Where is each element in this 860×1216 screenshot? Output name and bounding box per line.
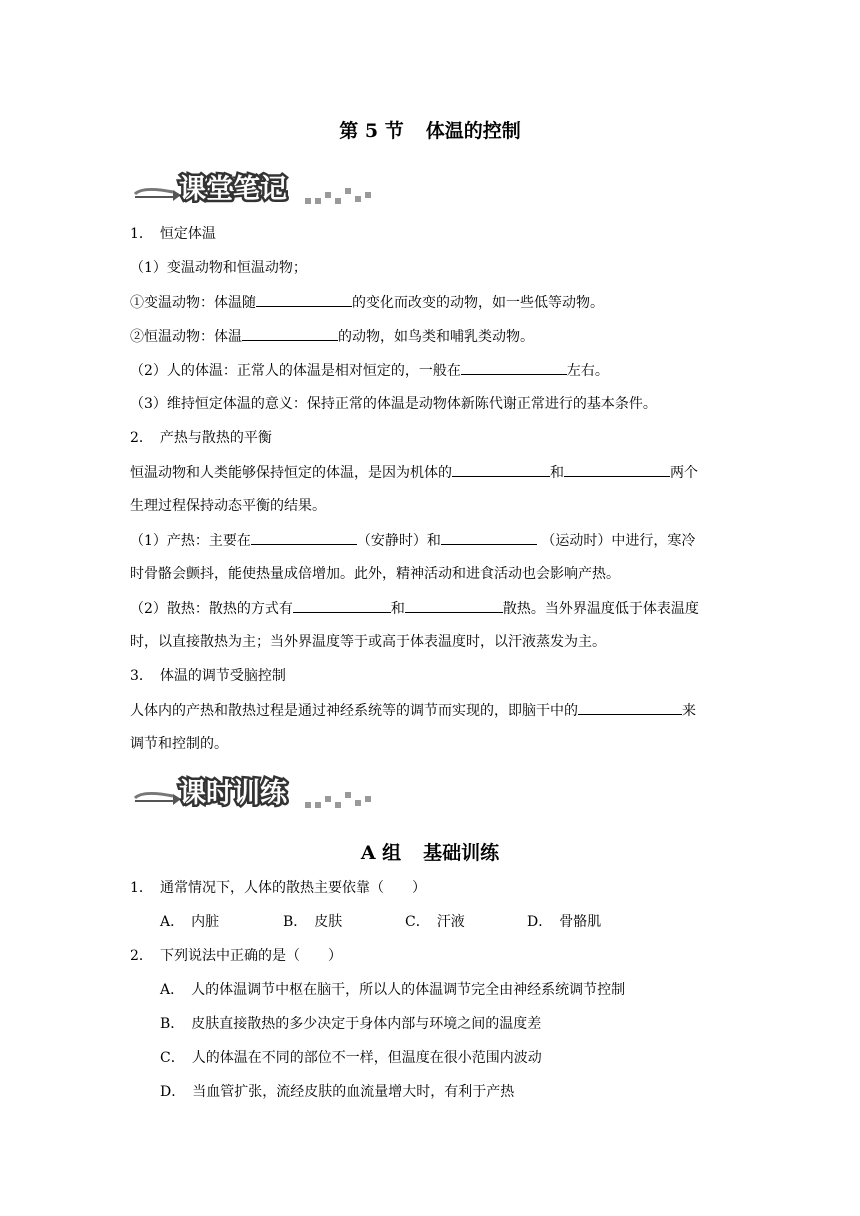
- option-a[interactable]: A． 人的体温调节中枢在脑干，所以人的体温调节完全由神经系统调节控制: [160, 982, 626, 998]
- option-b[interactable]: B． 皮肤: [283, 914, 343, 930]
- note-3-p: 人体内的产热和散热过程是通过神经系统等的调节而实现的，即脑干中的 来: [130, 700, 696, 721]
- answer-blank[interactable]: [242, 326, 338, 341]
- answer-blank[interactable]: [256, 292, 352, 307]
- note-2-2-cont: 时，以直接散热为主；当外界温度等于或高于体表温度时，以汗液蒸发为主。: [130, 634, 606, 650]
- banner-dots: [305, 188, 371, 204]
- note-1-b: ②恒温动物：体温 的动物，如鸟类和哺乳类动物。: [130, 326, 534, 347]
- lesson-practice-banner: [133, 772, 378, 812]
- arrow-icon: [135, 189, 181, 201]
- note-heading-1: 1． 恒定体温: [130, 226, 216, 242]
- lesson-practice-banner-text: 课时训练: [179, 778, 287, 809]
- question-stem: 下列说法中正确的是（ ）: [160, 948, 342, 964]
- option-d[interactable]: D． 当血管扩张，流经皮肤的血流量增大时，有利于产热: [160, 1084, 515, 1100]
- option-c[interactable]: C． 人的体温在不同的部位不一样，但温度在很小范围内波动: [160, 1050, 542, 1066]
- note-1-2: （2）人的体温：正常人的体温是相对恒定的，一般在 左右。: [130, 360, 609, 381]
- note-2-1-cont: 时骨骼会颤抖，能使热量成倍增加。此外，精神活动和进食活动也会影响产热。: [130, 566, 620, 582]
- answer-blank[interactable]: [564, 462, 670, 477]
- note-heading-2: 2． 产热与散热的平衡: [130, 430, 272, 446]
- question-stem: 通常情况下，人体的散热主要依靠（ ）: [160, 880, 426, 896]
- class-notes-banner-text: 课堂笔记: [179, 174, 287, 205]
- note-2-2: （2）散热：散热的方式有 和 散热。当外界温度低于体表温度: [130, 598, 699, 619]
- answer-blank[interactable]: [405, 598, 503, 613]
- arrow-icon: [135, 793, 181, 805]
- option-c[interactable]: C． 汗液: [405, 914, 465, 930]
- group-name: 基础训练: [423, 842, 500, 864]
- question-1-options: [160, 912, 601, 932]
- note-3-p-cont: 调节和控制的。: [130, 736, 228, 752]
- question-2: [130, 946, 342, 966]
- answer-blank[interactable]: [293, 598, 391, 613]
- section-name: 体温的控制: [425, 120, 521, 142]
- group-title: [0, 838, 860, 865]
- option-d[interactable]: D． 骨骼肌: [527, 914, 602, 930]
- note-1-a: ①变温动物：体温随 的变化而改变的动物，如一些低等动物。: [130, 292, 604, 313]
- note-1-3: （3）维持恒定体温的意义：保持正常的体温是动物体新陈代谢正常进行的基本条件。: [130, 396, 657, 412]
- note-2-p1: 恒温动物和人类能够保持恒定的体温，是因为机体的 和 两个: [130, 462, 698, 483]
- class-notes-banner: [133, 168, 378, 208]
- group-label: A 组: [360, 842, 402, 864]
- answer-blank[interactable]: [441, 530, 537, 545]
- option-a[interactable]: A． 内脏: [160, 914, 220, 930]
- banner-dots: [305, 792, 371, 808]
- note-2-p1-cont: 生理过程保持动态平衡的结果。: [130, 498, 326, 514]
- question-number: 1．: [130, 880, 153, 896]
- note-1-1: （1）变温动物和恒温动物；: [130, 260, 307, 276]
- answer-blank[interactable]: [461, 360, 567, 375]
- answer-blank[interactable]: [251, 530, 357, 545]
- section-title: [0, 116, 860, 143]
- question-1: [130, 878, 426, 898]
- note-heading-3: 3． 体温的调节受脑控制: [130, 668, 286, 684]
- answer-blank[interactable]: [578, 700, 682, 715]
- option-b[interactable]: B． 皮肤直接散热的多少决定于身体内部与环境之间的温度差: [160, 1016, 542, 1032]
- question-number: 2．: [130, 948, 153, 964]
- answer-blank[interactable]: [452, 462, 550, 477]
- section-number: 第 5 节: [339, 120, 404, 142]
- note-2-1: （1）产热：主要在 （安静时）和 （运动时）中进行，寒冷: [130, 530, 695, 551]
